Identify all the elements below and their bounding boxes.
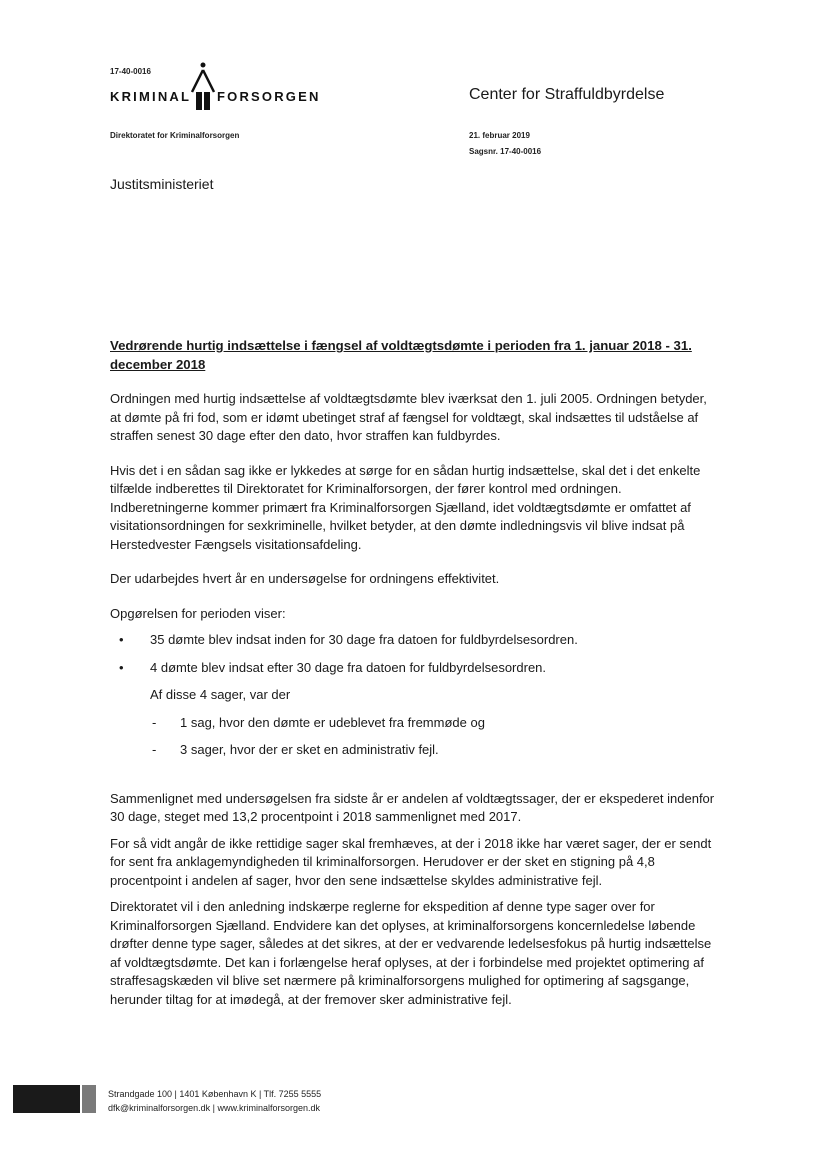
footer-address: Strandgade 100 | 1401 København K | Tlf. 7255 5555 bbox=[108, 1089, 322, 1099]
logo-text-right: FORSORGEN bbox=[217, 89, 321, 104]
list-item-text: 35 dømte blev indsat inden for 30 dage fra datoen for fuldbyrdelsesordren. bbox=[150, 632, 578, 647]
list-item-text: 4 dømte blev indsat efter 30 dage fra datoen for fuldbyrdelsesordren. bbox=[150, 659, 547, 675]
directorate-name: Direktoratet for Kriminalforsorgen bbox=[110, 131, 240, 140]
letter-date: 21. februar 2019 bbox=[469, 131, 530, 140]
paragraph: Sammenlignet med undersøgelsen fra sidste år er andelen af voldtægtssager, der er ekspederet indenfor 30 dage, steget med 13,2 procentpoint i 2018 sammenlignet med 2017. bbox=[110, 790, 715, 824]
dash-icon: - bbox=[152, 714, 157, 730]
dash-icon: - bbox=[152, 742, 157, 757]
kriminalforsorgen-logo bbox=[110, 62, 320, 110]
paragraph: Direktoratet vil i den anledning indskærpe reglerne for ekspedition af denne type sager over for Kriminalforsorgen Sjælland. Endvidere kan det oplyses, at kriminalforsorgens koncernledelse løbende drøfter denne type sager, således at det sikres, at der er vedvarende ledelsesfokus på hurtig indsættelse af voldtægtsdømte. Det kan i forlængelse heraf oplyses, at der i forbindelse med projektet optimering af straffesagskæden vil blive set nærmere på kriminalforsorgens mulighed for optimering af sagsgange, herunder tiltag for at imødegå, at der fremover sker administrative fejl. bbox=[110, 899, 712, 1007]
bullet-list bbox=[110, 631, 716, 677]
footer-grey-bar bbox=[82, 1085, 96, 1113]
list-item-text: 1 sag, hvor den dømte er udeblevet fra fremmøde og bbox=[180, 714, 485, 730]
bullet-icon: • bbox=[119, 659, 124, 675]
bullet-icon: • bbox=[119, 632, 124, 647]
paragraph: Hvis det i en sådan sag ikke er lykkedes at sørge for en sådan hurtig indsættelse, skal det i det enkelte tilfælde indberettes til Direktoratet for Kriminalforsorgen, der fører kontrol med ordningen. Indberetningerne kommer primært fra Kriminalforsorgen Sjælland, idet voldtægtsdømte er omfattet af visitationsordningen for sexkriminelle, hvilket betyder, at den dømte indledningsvis vil blive indsat på Herstedvester Fængsels visitationsafdeling. bbox=[110, 462, 701, 552]
logo-figure-icon bbox=[190, 62, 216, 110]
logo-text-left: KRIMINAL bbox=[110, 89, 192, 104]
dash-list bbox=[110, 714, 716, 760]
center-name: Center for Straffuldbyrdelse bbox=[469, 86, 665, 103]
case-number: Sagsnr. 17-40-0016 bbox=[469, 147, 542, 156]
list-item bbox=[110, 631, 716, 650]
list-item-text: 3 sager, hvor der er sket en administrativ fejl. bbox=[180, 742, 439, 757]
list-item bbox=[110, 659, 716, 678]
reference-number: 17-40-0016 bbox=[110, 67, 151, 76]
letter-body bbox=[110, 390, 716, 1017]
paragraph: Der udarbejdes hvert år en undersøgelse for ordningens effektivitet. bbox=[110, 571, 500, 586]
paragraph: Ordningen med hurtig indsættelse af voldtægtsdømte blev iværksat den 1. juli 2005. Ordningen betyder, at dømte på fri fod, som er idømt ubetinget straf af fængsel for voldtægt, skal indsættes til udståelse af straffen senest 30 dage efter den dato, hvor straffen kan fuldbyrdes. bbox=[110, 391, 707, 443]
list-item bbox=[110, 714, 716, 733]
sub-list-intro: Af disse 4 sager, var der bbox=[150, 687, 291, 702]
paragraph: Opgørelsen for perioden viser: bbox=[110, 605, 286, 621]
list-item bbox=[110, 741, 716, 760]
footer-dark-bar bbox=[13, 1085, 80, 1113]
footer-contact: dfk@kriminalforsorgen.dk | www.kriminalforsorgen.dk bbox=[108, 1103, 321, 1113]
paragraph: For så vidt angår de ikke rettidige sager skal fremhæves, at der i 2018 ikke har været sager, der er sendt for sent fra anklagemyndigheden til kriminalforsorgen. Herudover er der sket en stigning på 4,8 procentpoint i andelen af sager, hvor den sene indsættelse skyldes administrative fejl. bbox=[110, 835, 712, 888]
recipient: Justitsministeriet bbox=[110, 176, 214, 192]
subject-heading: Vedrørende hurtig indsættelse i fængsel af voldtægtsdømte i perioden fra 1. januar 2018 - 31. december 2018 bbox=[110, 338, 692, 372]
